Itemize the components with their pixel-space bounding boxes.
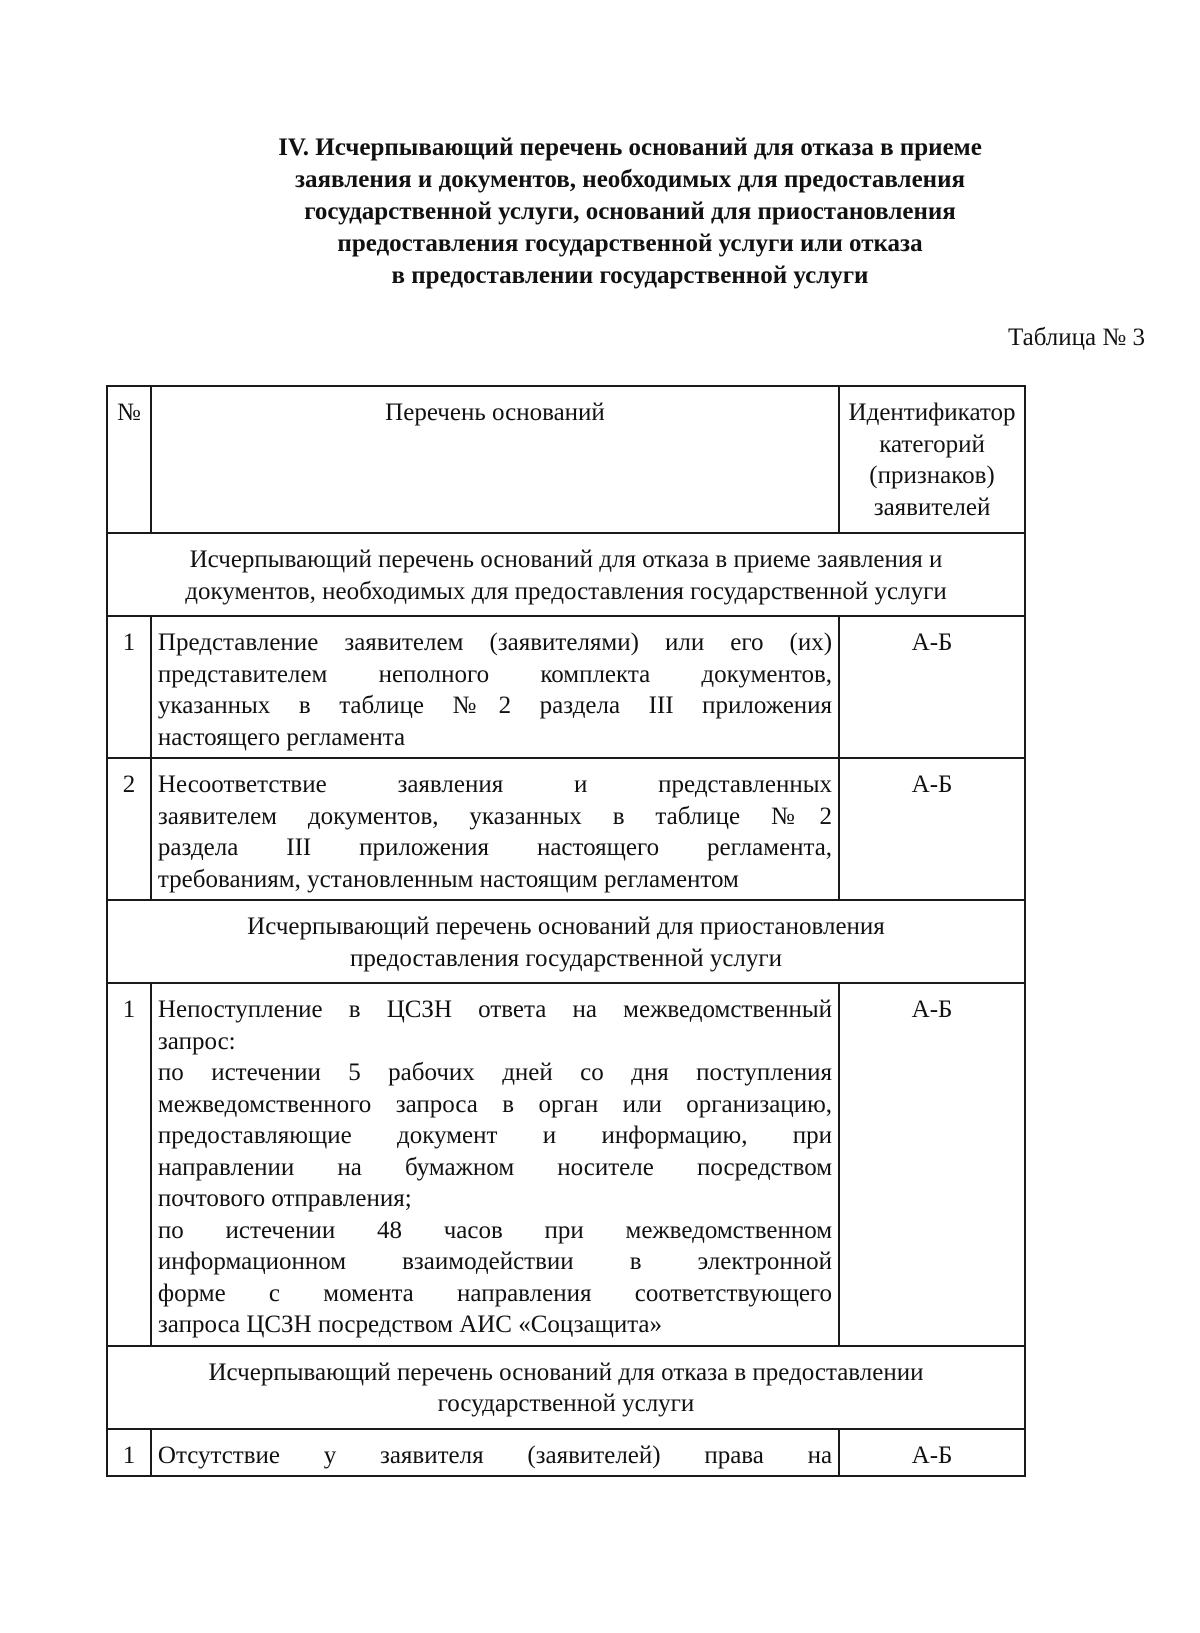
header-identifier: Идентификатор категорий (признаков) заявителей <box>839 386 1025 533</box>
row-text-line: Отсутствие у заявителя (заявителей) права на <box>157 1441 833 1469</box>
table-row <box>107 758 1025 900</box>
header-number: № <box>107 386 151 533</box>
section-title-line: в предоставлении государственной услуги <box>391 262 869 289</box>
section-title <box>150 132 1110 292</box>
section-title-line: заявления и документов, необходимых для предоставления <box>294 166 966 193</box>
row-text-line: Представление заявителем (заявителями) или его (их) <box>157 629 833 656</box>
group-heading <box>107 900 1025 983</box>
group-heading-line: Исчерпывающий перечень оснований для отказа в предоставлении <box>208 1358 924 1386</box>
row-number: 1 <box>107 983 151 1346</box>
row-text-line: запроса ЦСЗН посредством АИС «Соцзащита» <box>157 1311 663 1338</box>
row-text-line: запрос: <box>157 1027 236 1055</box>
row-text-line: Несоответствие заявления и представленных <box>157 771 833 798</box>
section-title-line: предоставления государственной услуги или отказа <box>337 230 923 257</box>
table-header-row <box>107 386 1025 533</box>
group-heading-line: Исчерпывающий перечень оснований для отказа в приеме заявления и <box>189 546 943 573</box>
row-text-line: форме с момента направления соответствующего <box>157 1279 833 1307</box>
section-title-line: государственной услуги, оснований для приостановления <box>304 198 956 225</box>
table-caption: Таблица № 3 <box>1007 324 1145 351</box>
row-identifier: А-Б <box>839 616 1025 758</box>
table-row <box>107 983 1025 1346</box>
group-heading <box>107 533 1025 616</box>
row-number: 1 <box>107 616 151 758</box>
section-title-line: IV. Исчерпывающий перечень оснований для отказа в приеме <box>278 134 982 161</box>
row-text-line: межведомственного запроса в орган или организацию, <box>157 1090 833 1118</box>
group-heading-row <box>107 1346 1025 1429</box>
group-heading-row <box>107 900 1025 983</box>
row-number: 2 <box>107 758 151 900</box>
row-text-line: представителем неполного комплекта документов, <box>157 660 833 688</box>
grounds-table <box>106 385 1026 1477</box>
row-text-line: по истечении 48 часов при межведомственном <box>157 1216 833 1244</box>
row-identifier: А-Б <box>839 1429 1025 1477</box>
row-identifier: А-Б <box>839 758 1025 900</box>
group-heading-row <box>107 533 1025 616</box>
row-grounds-text <box>151 1429 839 1477</box>
row-identifier: А-Б <box>839 983 1025 1346</box>
table-row <box>107 616 1025 758</box>
row-text-line: Непоступление в ЦСЗН ответа на межведомственный <box>157 996 833 1023</box>
table-row <box>107 1429 1025 1477</box>
row-text-line: информационном взаимодействии в электронной <box>157 1248 833 1275</box>
row-number: 1 <box>107 1429 151 1477</box>
group-heading-line: предоставления государственной услуги <box>349 944 783 972</box>
row-text-line: по истечении 5 рабочих дней со дня поступления <box>157 1059 833 1086</box>
row-text-line: настоящего регламента <box>157 723 406 751</box>
row-text-line: заявителем документов, указанных в таблице №2 <box>157 802 833 830</box>
group-heading-line: документов, необходимых для предоставления государственной услуги <box>185 577 947 605</box>
group-heading <box>107 1346 1025 1429</box>
row-text-line: указанных в таблице №2 раздела III приложения <box>157 692 833 719</box>
row-grounds-text <box>151 616 839 758</box>
row-text-line: раздела III приложения настоящего регламента, <box>157 834 833 861</box>
row-text-line: требованиям, установленным настоящим регламентом <box>157 865 739 893</box>
group-heading-line: Исчерпывающий перечень оснований для приостановления <box>247 913 885 940</box>
group-heading-line: государственной услуги <box>437 1390 695 1417</box>
row-text-line: почтового отправления; <box>157 1185 412 1212</box>
row-text-line: предоставляющие документ и информацию, при <box>157 1122 833 1149</box>
row-text-line: направлении на бумажном носителе посредством <box>157 1153 833 1181</box>
row-grounds-text <box>151 983 839 1346</box>
row-grounds-text <box>151 758 839 900</box>
header-grounds: Перечень оснований <box>151 386 839 533</box>
